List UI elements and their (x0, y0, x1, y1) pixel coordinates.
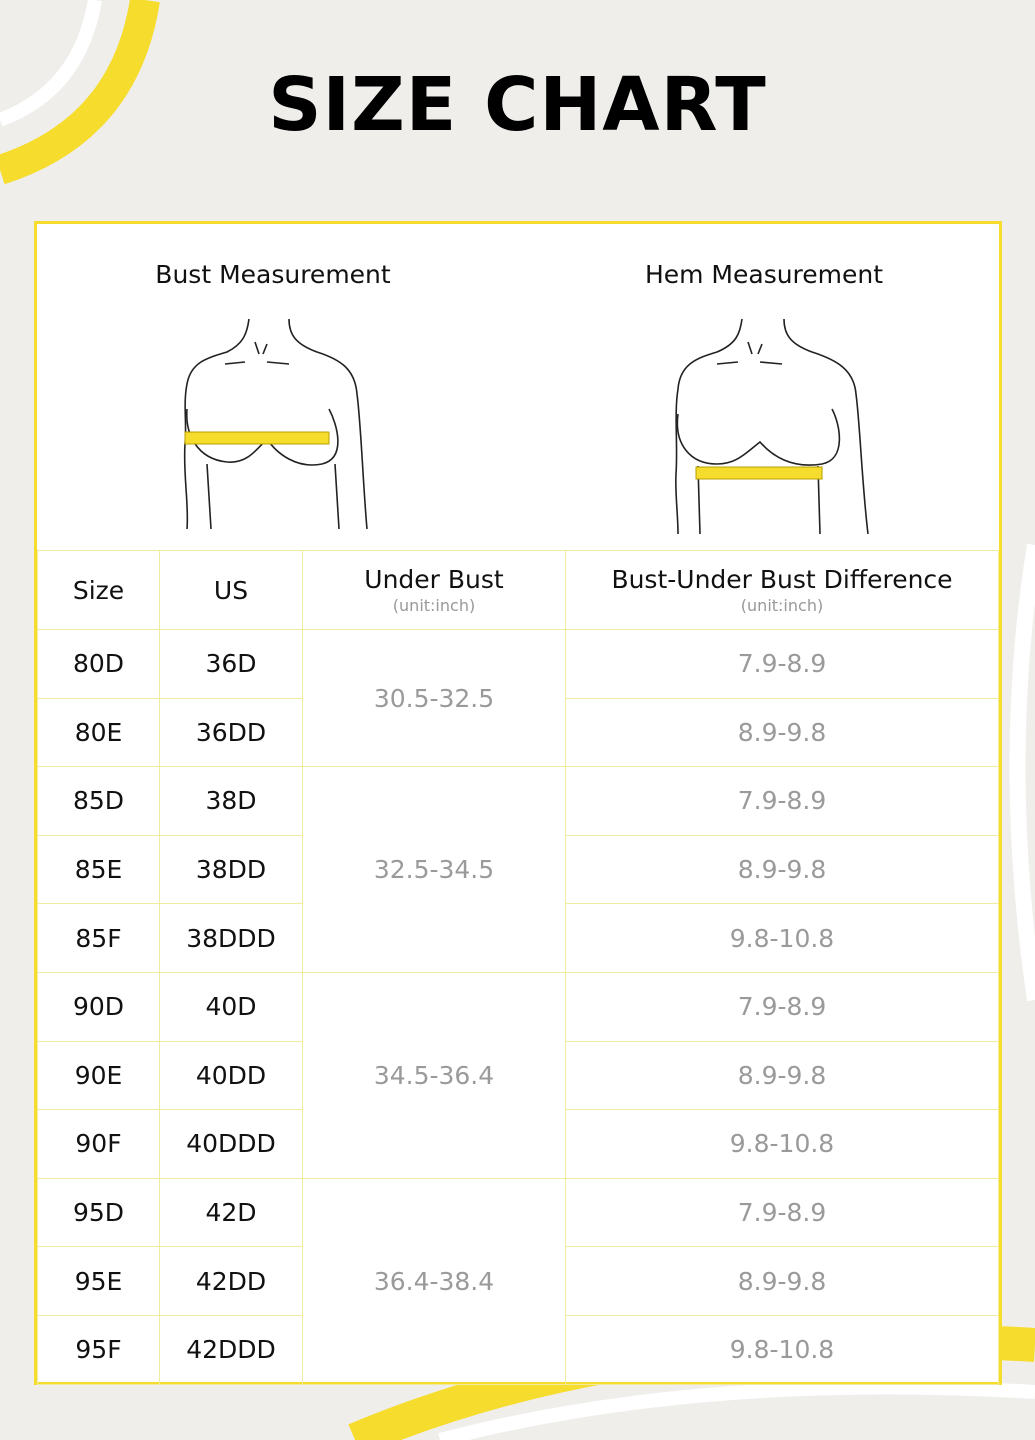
size-cell: 85D (38, 767, 160, 836)
us-size-cell: 42DDD (160, 1315, 303, 1384)
size-cell: 90D (38, 972, 160, 1041)
us-size-cell: 42DD (160, 1247, 303, 1316)
size-cell: 80D (38, 630, 160, 699)
hem-measurement-label: Hem Measurement (644, 260, 884, 289)
size-table (37, 550, 999, 1385)
size-cell: 80E (38, 698, 160, 767)
difference-cell: 9.8-10.8 (566, 1110, 999, 1179)
us-size-cell: 36DD (160, 698, 303, 767)
bust-measurement-figure (177, 314, 387, 534)
size-cell: 85F (38, 904, 160, 973)
header-difference: Bust-Under Bust Difference (unit:inch) (566, 551, 999, 630)
under-bust-cell: 34.5-36.4 (303, 972, 566, 1178)
under-bust-cell: 30.5-32.5 (303, 630, 566, 767)
size-cell: 95F (38, 1315, 160, 1384)
difference-cell: 8.9-9.8 (566, 1041, 999, 1110)
unit-label: (unit:inch) (392, 596, 476, 615)
difference-cell: 7.9-8.9 (566, 630, 999, 699)
us-size-cell: 40DD (160, 1041, 303, 1110)
difference-cell: 8.9-9.8 (566, 835, 999, 904)
size-chart-card (34, 221, 1002, 1385)
measurement-illustrations (37, 224, 999, 550)
header-us: US (160, 551, 303, 630)
size-cell: 95E (38, 1247, 160, 1316)
us-size-cell: 38DDD (160, 904, 303, 973)
difference-cell: 7.9-8.9 (566, 767, 999, 836)
page-title: SIZE CHART (268, 62, 767, 148)
us-size-cell: 42D (160, 1178, 303, 1247)
difference-cell: 7.9-8.9 (566, 1178, 999, 1247)
under-bust-cell: 32.5-34.5 (303, 767, 566, 973)
size-cell: 90E (38, 1041, 160, 1110)
us-size-cell: 38DD (160, 835, 303, 904)
us-size-cell: 38D (160, 767, 303, 836)
us-size-cell: 36D (160, 630, 303, 699)
difference-cell: 8.9-9.8 (566, 698, 999, 767)
header-size: Size (38, 551, 160, 630)
table-row (38, 630, 999, 699)
table-row (38, 972, 999, 1041)
size-cell: 90F (38, 1110, 160, 1179)
difference-cell: 9.8-10.8 (566, 1315, 999, 1384)
us-size-cell: 40DDD (160, 1110, 303, 1179)
difference-cell: 8.9-9.8 (566, 1247, 999, 1316)
difference-cell: 9.8-10.8 (566, 904, 999, 973)
size-cell: 95D (38, 1178, 160, 1247)
hem-measurement-figure (672, 314, 882, 539)
us-size-cell: 40D (160, 972, 303, 1041)
difference-cell: 7.9-8.9 (566, 972, 999, 1041)
under-bust-cell: 36.4-38.4 (303, 1178, 566, 1384)
header-under-bust: Under Bust (unit:inch) (303, 551, 566, 630)
table-header-row (38, 551, 999, 630)
unit-label: (unit:inch) (740, 596, 824, 615)
size-cell: 85E (38, 835, 160, 904)
table-row (38, 1178, 999, 1247)
table-row (38, 767, 999, 836)
bust-measurement-label: Bust Measurement (155, 260, 391, 289)
